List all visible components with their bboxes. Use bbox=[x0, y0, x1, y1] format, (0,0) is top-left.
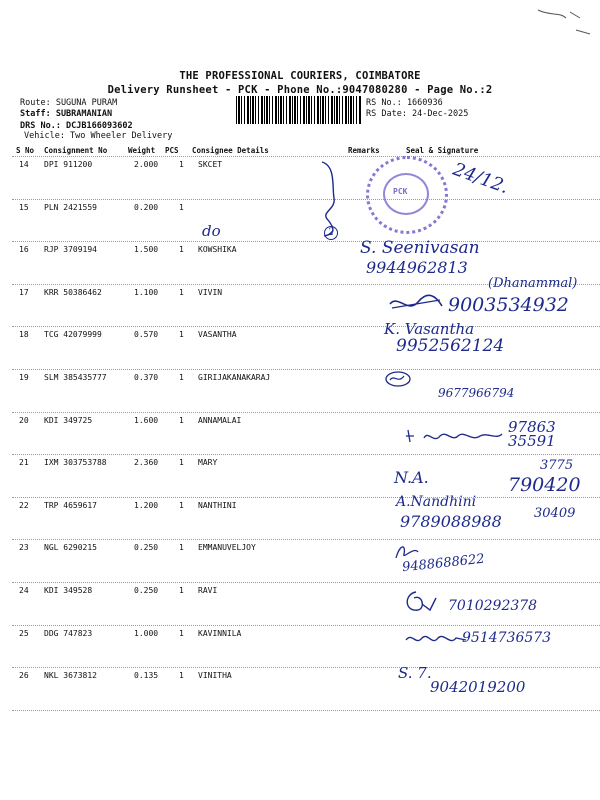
ditto-mark: do bbox=[202, 222, 221, 240]
row-consignment-no: KRR 50386462 bbox=[44, 287, 102, 297]
seal-text: PCK bbox=[393, 187, 408, 196]
row-consignee: EMMANUVELJOY bbox=[198, 543, 256, 553]
table-row bbox=[0, 200, 600, 243]
row-consignee: KAVINNILA bbox=[198, 628, 242, 638]
r20-phone-b: 35591 bbox=[508, 432, 556, 450]
row-consignment-no: TRP 4659617 bbox=[44, 500, 97, 510]
row-pcs: 1 bbox=[179, 458, 184, 468]
row-sno: 19 bbox=[19, 373, 29, 382]
row-sno: 22 bbox=[19, 500, 29, 510]
handwritten-date: 24/12. bbox=[450, 158, 512, 199]
table-row bbox=[0, 327, 600, 370]
row-sno: 18 bbox=[19, 330, 29, 340]
r21-phone: 790420 bbox=[508, 474, 581, 496]
row-consignee: VIVIN bbox=[198, 287, 223, 297]
row-sno: 15 bbox=[19, 202, 29, 212]
circled-note: 2 bbox=[324, 226, 338, 240]
row-consignment-no: NKL 3673812 bbox=[44, 671, 97, 681]
row-weight: 1.600 bbox=[134, 415, 159, 425]
row-pcs: 1 bbox=[179, 202, 184, 212]
route-label: Route: SUGUNA PURAM bbox=[20, 98, 118, 108]
row-weight: 2.000 bbox=[134, 160, 159, 169]
row-sno: 20 bbox=[19, 415, 29, 425]
row-consignee: RAVI bbox=[198, 586, 218, 595]
row-consignment-no: NGL 6290215 bbox=[44, 543, 97, 553]
r17-phone: 9003534932 bbox=[448, 294, 569, 316]
row-consignment-no: IXM 303753788 bbox=[44, 458, 107, 468]
row-pcs: 1 bbox=[179, 415, 184, 425]
row-weight: 0.250 bbox=[134, 586, 159, 595]
col-consignment: Consignment No bbox=[44, 146, 108, 155]
vehicle-label: Vehicle: Two Wheeler Delivery bbox=[24, 131, 173, 141]
row-divider bbox=[12, 710, 600, 711]
r25-signature bbox=[404, 630, 468, 648]
row-consignee: NANTHINI bbox=[198, 500, 237, 510]
r20-phone-a: 97863 bbox=[508, 418, 556, 436]
row-consignment-no: DPI 911200 bbox=[44, 160, 93, 169]
row-consignee: MARY bbox=[198, 458, 218, 468]
table-header bbox=[12, 142, 600, 156]
r17-scribble bbox=[388, 292, 444, 316]
col-pcs: PCS bbox=[165, 146, 179, 155]
row-pcs: 1 bbox=[179, 543, 184, 553]
row-weight: 0.570 bbox=[134, 330, 159, 340]
barcode bbox=[236, 96, 362, 124]
r24-phone: 7010292378 bbox=[448, 598, 538, 614]
r24-signature bbox=[402, 588, 442, 616]
row-consignment-no: RJP 3709194 bbox=[44, 245, 97, 255]
row-sno: 17 bbox=[19, 287, 29, 297]
r22-signature: A.Nandhini bbox=[396, 494, 477, 510]
office-seal bbox=[366, 156, 448, 234]
row-weight: 1.000 bbox=[134, 628, 159, 638]
r25-phone: 9514736573 bbox=[462, 630, 552, 646]
row-weight: 1.500 bbox=[134, 245, 159, 255]
r19-phone: 9677966794 bbox=[438, 386, 515, 400]
row-sno: 23 bbox=[19, 543, 29, 553]
row-consignment-no: TCG 42079999 bbox=[44, 330, 102, 340]
row-pcs: 1 bbox=[179, 671, 184, 681]
row-weight: 0.250 bbox=[134, 543, 159, 553]
row-weight: 0.200 bbox=[134, 202, 159, 212]
col-remarks: Remarks bbox=[348, 146, 380, 155]
row-weight: 2.360 bbox=[134, 458, 159, 468]
r22-phone: 9789088988 bbox=[400, 512, 502, 531]
row-consignee: ANNAMALAI bbox=[198, 415, 242, 425]
row-pcs: 1 bbox=[179, 287, 184, 297]
row-pcs: 1 bbox=[179, 586, 184, 595]
r16-phone: 9944962813 bbox=[366, 258, 468, 277]
r21-note: 3775 bbox=[540, 458, 574, 473]
row-consignment-no: KDI 349725 bbox=[44, 415, 93, 425]
row-pcs: 1 bbox=[179, 373, 184, 382]
row-sno: 24 bbox=[19, 586, 29, 595]
rs-number: RS No.: 1660936 bbox=[366, 98, 443, 108]
rs-date: RS Date: 24-Dec-2025 bbox=[366, 109, 469, 119]
row-pcs: 1 bbox=[179, 245, 184, 255]
row-consignee: VINITHA bbox=[198, 671, 232, 681]
row-consignment-no: PLN 2421559 bbox=[44, 202, 97, 212]
row-pcs: 1 bbox=[179, 500, 184, 510]
row-pcs: 1 bbox=[179, 160, 184, 169]
row-sno: 25 bbox=[19, 628, 29, 638]
row-consignment-no: KDI 349528 bbox=[44, 586, 93, 595]
corner-scribble bbox=[536, 6, 592, 36]
r18-phone: 9952562124 bbox=[396, 336, 505, 356]
table-row bbox=[0, 498, 600, 541]
drs-number: DRS No.: DCJB166093602 bbox=[20, 121, 133, 131]
r21-signature: N.A. bbox=[394, 468, 429, 487]
r19-signature bbox=[384, 370, 412, 388]
r18-signature: K. Vasantha bbox=[384, 320, 475, 338]
staff-label: Staff: SUBRAMANIAN bbox=[20, 109, 113, 119]
row-pcs: 1 bbox=[179, 330, 184, 340]
r20-signature bbox=[404, 426, 504, 446]
r26-signature: S. 7. bbox=[398, 664, 432, 682]
row-consignment-no: SLM 385435777 bbox=[44, 373, 107, 382]
row-weight: 1.200 bbox=[134, 500, 159, 510]
company-name: THE PROFESSIONAL COURIERS, COIMBATORE bbox=[179, 70, 421, 82]
row-consignee: SKCET bbox=[198, 160, 223, 169]
runsheet-subtitle: Delivery Runsheet - PCK - Phone No.:9047080280 - Page No.:2 bbox=[107, 84, 493, 96]
col-consignee: Consignee Details bbox=[192, 146, 269, 155]
row-consignee: GIRIJAKANAKARAJ bbox=[198, 373, 271, 382]
row-sno: 16 bbox=[19, 245, 29, 255]
r26-phone: 9042019200 bbox=[430, 678, 526, 696]
r22-extra: 30409 bbox=[534, 506, 576, 521]
r23-phone: 9488688622 bbox=[401, 551, 486, 576]
row-consignee: KOWSHIKA bbox=[198, 245, 237, 255]
row-weight: 0.135 bbox=[134, 671, 159, 681]
row-weight: 1.100 bbox=[134, 287, 159, 297]
r16-signature: S. Seenivasan bbox=[360, 238, 480, 258]
col-weight: Weight bbox=[128, 146, 156, 155]
col-sno: S No bbox=[16, 146, 35, 155]
row-consignee: VASANTHA bbox=[198, 330, 237, 340]
row-consignment-no: DDG 747823 bbox=[44, 628, 93, 638]
r17-note: (Dhanammal) bbox=[488, 276, 578, 291]
col-seal: Seal & Signature bbox=[406, 146, 479, 155]
row-weight: 0.370 bbox=[134, 373, 159, 382]
row-pcs: 1 bbox=[179, 628, 184, 638]
row-sno: 14 bbox=[19, 160, 29, 169]
row-sno: 21 bbox=[19, 458, 29, 468]
table-row bbox=[0, 540, 600, 583]
row-sno: 26 bbox=[19, 671, 29, 681]
